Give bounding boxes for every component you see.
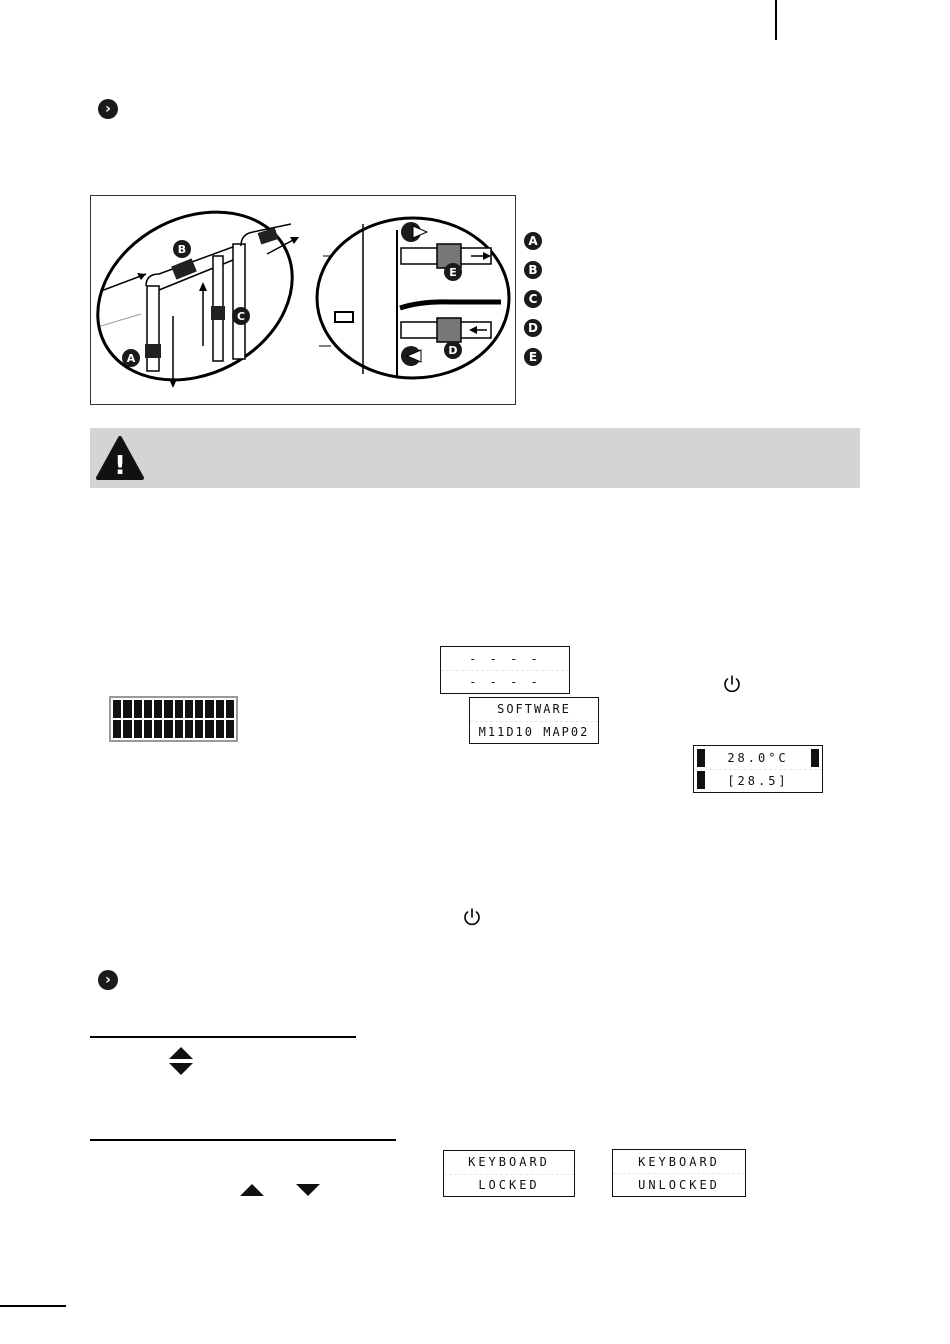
- section-rule: [90, 1036, 356, 1038]
- warning-band: [90, 428, 860, 488]
- pipe-connection-illustration: [91, 196, 515, 404]
- legend-badge-a: A: [524, 232, 542, 250]
- figure-legend: [524, 232, 544, 377]
- display-segment-block: [697, 771, 705, 789]
- display-temperature: [693, 745, 823, 793]
- display-line-1: KEYBOARD: [468, 1155, 550, 1170]
- display-line-1: - - - -: [469, 651, 541, 666]
- footer-rule: [0, 1305, 66, 1307]
- warning-triangle-icon: [94, 432, 146, 484]
- display-line-1: KEYBOARD: [638, 1154, 720, 1169]
- display-line-1: SOFTWARE: [497, 702, 571, 717]
- svg-text:!: !: [114, 451, 126, 481]
- section-rule: [90, 1139, 396, 1141]
- display-line-2: UNLOCKED: [613, 1173, 745, 1196]
- up-arrow-icon: [240, 1184, 264, 1196]
- top-vertical-rule: [775, 0, 777, 40]
- blank-display-segments: [109, 696, 238, 742]
- installation-figure: [90, 195, 516, 405]
- callout-c: C: [236, 310, 246, 323]
- display-line-2: LOCKED: [444, 1174, 574, 1197]
- legend-badge-e: E: [524, 348, 542, 366]
- display-line-2: M11D10 MAP02: [470, 721, 598, 744]
- chevron-right-icon: ›: [98, 970, 118, 990]
- chevron-right-icon: ›: [98, 99, 118, 119]
- callout-b: B: [177, 243, 187, 256]
- up-down-arrows-icon: [169, 1047, 193, 1075]
- power-icon: [461, 906, 483, 928]
- down-arrow-icon: [296, 1184, 320, 1196]
- display-segment-block: [697, 749, 705, 767]
- display-dashes: [440, 646, 570, 694]
- callout-a: A: [126, 352, 136, 365]
- display-segment-block: [811, 749, 819, 767]
- power-icon: [721, 673, 743, 695]
- legend-badge-c: C: [524, 290, 542, 308]
- callout-d: D: [448, 344, 458, 357]
- legend-badge-b: B: [524, 261, 542, 279]
- display-keyboard-unlocked: [612, 1149, 746, 1197]
- display-line-2: [28.5]: [694, 769, 822, 792]
- display-line-1: 28.0°C: [727, 750, 789, 765]
- display-line-2: - - - -: [441, 670, 569, 693]
- display-keyboard-locked: [443, 1150, 575, 1197]
- legend-badge-d: D: [524, 319, 542, 337]
- callout-e: E: [449, 266, 457, 279]
- display-software-version: [469, 697, 599, 744]
